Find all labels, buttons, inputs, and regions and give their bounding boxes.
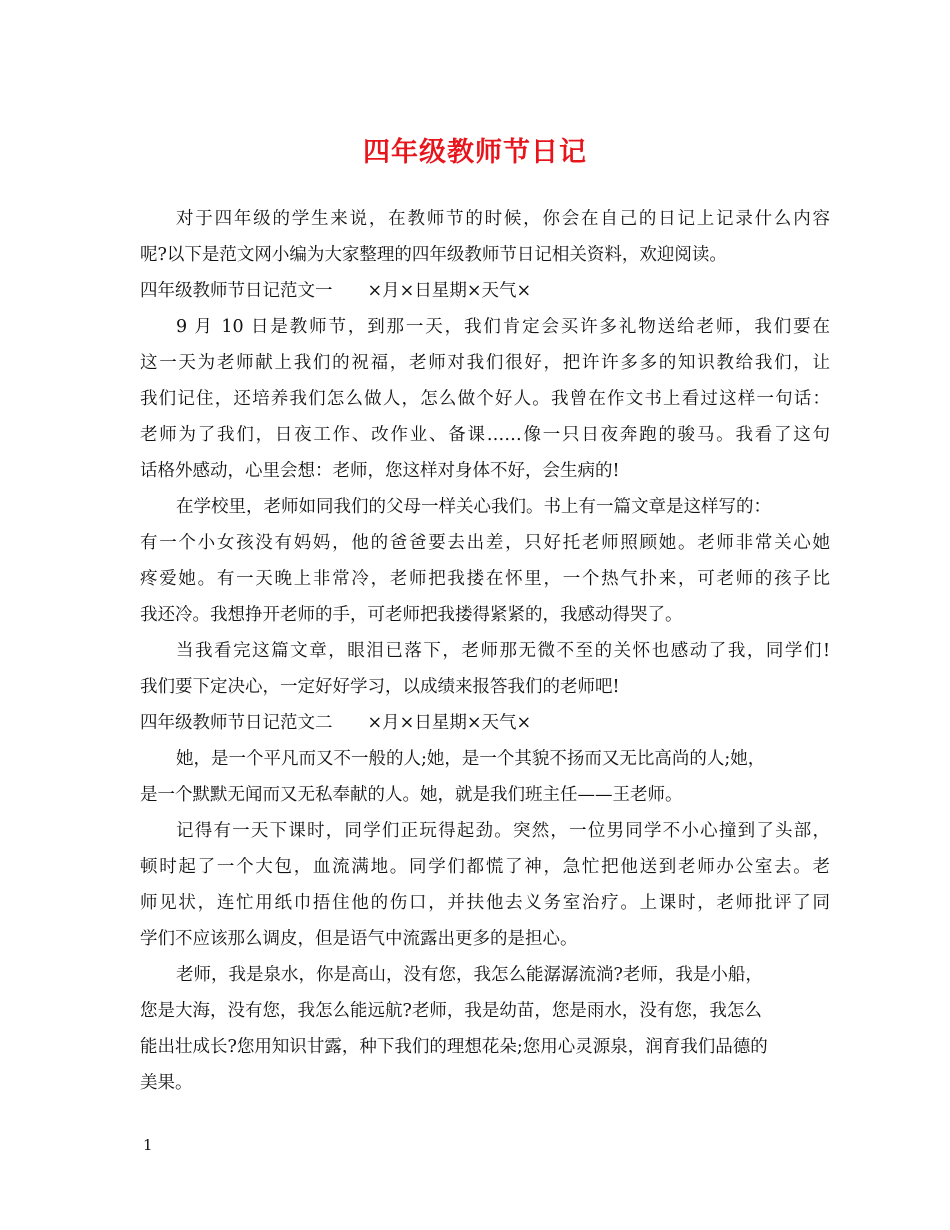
section-heading-2: 四年级教师节日记范文二 ×月×日星期×天气×	[140, 713, 532, 733]
text-line: 老师为了我们，日夜工作、改作业、备课……像一只日夜奔跑的骏马。我看了这句	[140, 425, 830, 445]
text-line: 对于四年级的学生来说，在教师节的时候，你会在自己的日记上记录什么内容	[176, 209, 830, 229]
text-line: 能出壮成长?您用知识甘露，种下我们的理想花朵;您用心灵源泉，润育我们品德的	[140, 1037, 768, 1057]
text-line: 老师，我是泉水，你是高山，没有您，我怎么能潺潺流淌?老师，我是小船，	[176, 965, 763, 985]
text-line: 呢?以下是范文网小编为大家整理的四年级教师节日记相关资料，欢迎阅读。	[140, 245, 727, 265]
text-line: 学们不应该那么调皮，但是语气中流露出更多的是担心。	[140, 929, 578, 949]
text-line: 记得有一天下课时，同学们正玩得起劲。突然，一位男同学不小心撞到了头部，	[176, 821, 830, 841]
text-line: 顿时起了一个大包，血流满地。同学们都慌了神，急忙把他送到老师办公室去。老	[140, 857, 830, 877]
text-line: 您是大海，没有您，我怎么能远航?老师，我是幼苗，您是雨水，没有您，我怎么	[140, 1001, 762, 1021]
text-line: 我们记住，还培养我们怎么做人，怎么做个好人。我曾在作文书上看过这样一句话：	[140, 389, 830, 409]
text-line: 师见状，连忙用纸巾捂住他的伤口，并扶他去义务室治疗。上课时，老师批评了同	[140, 893, 830, 913]
text-line: 她，是一个平凡而又不一般的人;她，是一个其貌不扬而又无比高尚的人;她，	[176, 749, 766, 769]
text-line: 我还冷。我想挣开老师的手，可老师把我搂得紧紧的，我感动得哭了。	[140, 605, 683, 625]
document-body	[140, 201, 830, 1101]
section-heading-1: 四年级教师节日记范文一 ×月×日星期×天气×	[140, 281, 532, 301]
page-title: 四年级教师节日记	[363, 137, 587, 168]
text-line: 在学校里，老师如同我们的父母一样关心我们。书上有一篇文章是这样写的：	[176, 497, 771, 517]
text-line: 我们要下定决心，一定好好学习，以成绩来报答我们的老师吧!	[140, 677, 620, 697]
text-line: 9 月 10 日是教师节，到那一天，我们肯定会买许多礼物送给老师，我们要在	[176, 317, 830, 337]
text-line: 有一个小女孩没有妈妈，他的爸爸要去出差，只好托老师照顾她。老师非常关心她	[140, 533, 830, 553]
page-number: 1	[143, 1136, 153, 1154]
text-line: 疼爱她。有一天晚上非常冷，老师把我搂在怀里，一个热气扑来，可老师的孩子比	[140, 569, 830, 589]
text-line: 当我看完这篇文章，眼泪已落下，老师那无微不至的关怀也感动了我，同学们!	[176, 641, 830, 661]
text-line: 美果。	[140, 1073, 193, 1093]
text-line: 话格外感动，心里会想：老师，您这样对身体不好，会生病的!	[140, 461, 620, 481]
text-line: 是一个默默无闻而又无私奉献的人。她，就是我们班主任——王老师。	[140, 785, 683, 805]
text-line: 这一天为老师献上我们的祝福，老师对我们很好，把许许多多的知识教给我们，让	[140, 353, 830, 373]
